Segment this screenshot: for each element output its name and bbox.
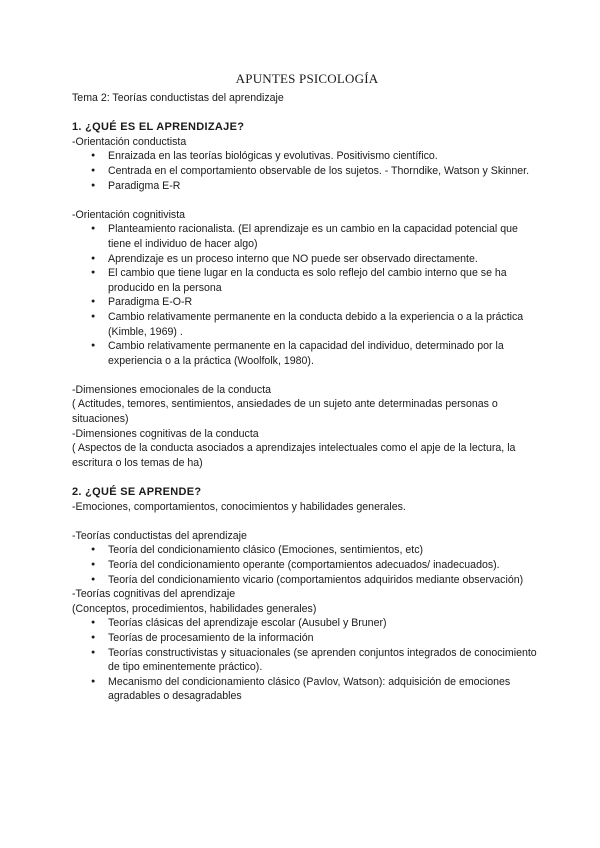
list-item: ● Teoría del condicionamiento vicario (comportamientos adquiridos mediante observación) — [72, 573, 542, 588]
list-item: ● Paradigma E-O-R — [72, 295, 542, 310]
section-2-intro: -Emociones, comportamientos, conocimientos y habilidades generales. — [72, 500, 406, 513]
conductista-label: -Orientación conductista — [72, 135, 187, 148]
document-page — [72, 70, 542, 704]
cognitivista-list — [72, 222, 542, 368]
topic-subtitle: Tema 2: Teorías conductistas del aprendizaje — [72, 92, 284, 104]
cognitivas-list — [72, 616, 542, 704]
dim-cognitivas-text: ( Aspectos de la conducta asociados a aprendizajes intelectuales como el apje de la lectura, la escritura o los temas de ha) — [72, 442, 516, 469]
list-item: ● Centrada en el comportamiento observable de los sujetos. - Thorndike, Watson y Skinner. — [72, 164, 542, 179]
spacer — [72, 368, 542, 383]
conductistas-label: -Teorías conductistas del aprendizaje — [72, 529, 247, 542]
spacer — [72, 193, 542, 208]
list-item: ● Planteamiento racionalista. (El aprendizaje es un cambio en la capacidad potencial que tiene el individuo de hacer algo) — [72, 222, 542, 251]
list-item: ● Cambio relativamente permanente en la capacidad del individuo, determinado por la experiencia o a la práctica (Woolfolk, 1980). — [72, 339, 542, 368]
cognitivas-text: (Conceptos, procedimientos, habilidades generales) — [72, 602, 317, 615]
section-2-heading: 2. ¿QUÉ SE APRENDE? — [72, 486, 202, 499]
section-1-heading: 1. ¿QUÉ ES EL APRENDIZAJE? — [72, 121, 245, 134]
list-item: ● Paradigma E-R — [72, 179, 542, 194]
list-item: ● Aprendizaje es un proceso interno que NO puede ser observado directamente. — [72, 252, 542, 267]
list-item: ● Teorías clásicas del aprendizaje escolar (Ausubel y Bruner) — [72, 616, 542, 631]
spacer — [72, 514, 542, 529]
list-item: ● Teorías de procesamiento de la información — [72, 631, 542, 646]
conductista-list — [72, 149, 542, 193]
dim-cognitivas-label: -Dimensiones cognitivas de la conducta — [72, 427, 259, 440]
list-item: ● Teoría del condicionamiento operante (comportamientos adecuados/ inadecuados). — [72, 558, 542, 573]
cognitivista-label: -Orientación cognitivista — [72, 208, 186, 221]
dim-emocionales-text: ( Actitudes, temores, sentimientos, ansiedades de un sujeto ante determinadas personas o situaciones) — [72, 398, 498, 426]
list-item: ● El cambio que tiene lugar en la conducta es solo reflejo del cambio interno que se ha producido en la persona — [72, 266, 542, 295]
spacer — [72, 470, 542, 485]
list-item: ● Cambio relativamente permanente en la conducta debido a la experiencia o a la práctica (Kimble, 1969) . — [72, 310, 542, 339]
conductistas-list — [72, 543, 542, 587]
cognitivas-label: -Teorías cognitivas del aprendizaje — [72, 588, 236, 601]
dim-emocionales-label: -Dimensiones emocionales de la conducta — [72, 383, 272, 396]
list-item: ● Mecanismo del condicionamiento clásico (Pavlov, Watson): adquisición de emociones agradables o desagradables — [72, 675, 542, 704]
list-item: ● Teoría del condicionamiento clásico (Emociones, sentimientos, etc) — [72, 543, 542, 558]
spacer — [72, 106, 542, 121]
list-item: ● Teorías constructivistas y situacionales (se aprenden conjuntos integrados de conocimiento de tipo eminentemente práctico). — [72, 646, 542, 675]
page-title: APUNTES PSICOLOGÍA — [235, 71, 379, 86]
list-item: ● Enraizada en las teorías biológicas y evolutivas. Positivismo científico. — [72, 149, 542, 164]
